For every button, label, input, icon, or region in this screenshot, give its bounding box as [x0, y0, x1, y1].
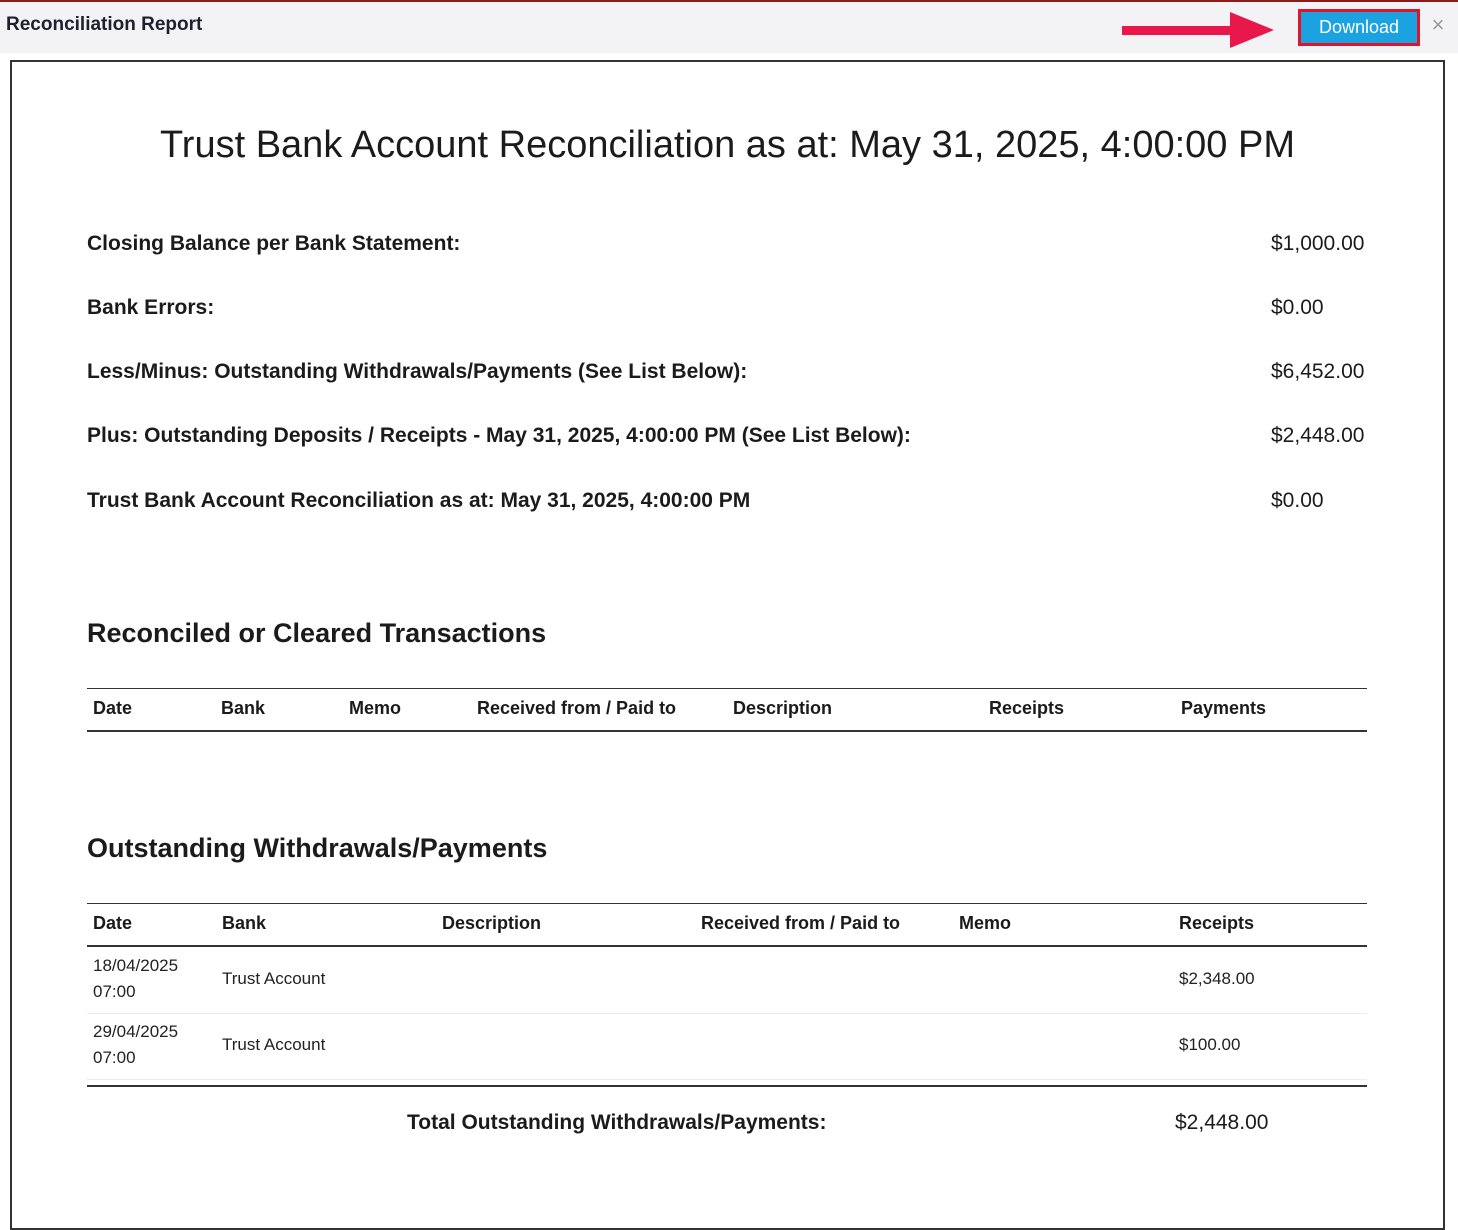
report-frame	[10, 60, 1445, 1230]
row-date: 18/04/2025	[93, 956, 179, 975]
row-time: 07:00	[93, 982, 136, 1001]
total-label: Total Outstanding Withdrawals/Payments:	[407, 1111, 827, 1134]
summary-label: Bank Errors:	[87, 296, 215, 319]
download-button[interactable]: Download	[1298, 9, 1420, 46]
row-receipts: $2,348.00	[1179, 969, 1255, 988]
column-header-received-paid: Received from / Paid to	[701, 913, 901, 933]
column-header-receipts: Receipts	[1179, 913, 1255, 933]
row-receipts: $100.00	[1179, 1035, 1241, 1054]
dialog-title: Reconciliation Report	[6, 14, 203, 35]
summary-row-outstanding-withdrawals	[87, 360, 1369, 390]
column-header-date: Date	[93, 698, 133, 718]
summary-value: $2,448.00	[1271, 424, 1365, 447]
column-header-received-paid: Received from / Paid to	[477, 698, 677, 718]
table-bottom-divider	[87, 1085, 1367, 1087]
outstanding-table-header	[87, 903, 1367, 947]
column-header-description: Description	[442, 913, 542, 933]
summary-label: Closing Balance per Bank Statement:	[87, 232, 461, 255]
report-title: Trust Bank Account Reconciliation as at: May 31, 2025, 4:00:00 PM	[160, 124, 1295, 166]
dialog-header	[0, 0, 1458, 53]
summary-label: Plus: Outstanding Deposits / Receipts - May 31, 2025, 4:00:00 PM (See List Below):	[87, 424, 911, 447]
summary-value: $0.00	[1271, 489, 1324, 512]
annotation-arrow-icon	[1118, 8, 1280, 52]
summary-row-closing-balance	[87, 232, 1369, 262]
reconciled-table-header	[87, 688, 1367, 732]
summary-label: Less/Minus: Outstanding Withdrawals/Payments (See List Below):	[87, 360, 748, 383]
summary-value: $0.00	[1271, 296, 1324, 319]
row-time: 07:00	[93, 1048, 136, 1067]
column-header-memo: Memo	[349, 698, 402, 718]
row-bank: Trust Account	[222, 969, 326, 988]
summary-row-bank-errors	[87, 296, 1369, 326]
column-header-bank: Bank	[221, 698, 266, 718]
summary-row-reconciliation-total	[87, 489, 1369, 519]
reconciled-heading: Reconciled or Cleared Transactions	[87, 618, 547, 648]
table-row	[87, 1014, 1367, 1080]
outstanding-heading: Outstanding Withdrawals/Payments	[87, 833, 548, 863]
row-bank: Trust Account	[222, 1035, 326, 1054]
summary-label: Trust Bank Account Reconciliation as at: May 31, 2025, 4:00:00 PM	[87, 489, 751, 512]
close-icon[interactable]: ×	[1431, 12, 1445, 37]
table-row	[87, 948, 1367, 1014]
row-date: 29/04/2025	[93, 1022, 179, 1041]
summary-row-outstanding-deposits	[87, 424, 1369, 454]
summary-value: $6,452.00	[1271, 360, 1365, 383]
column-header-receipts: Receipts	[989, 698, 1065, 718]
column-header-bank: Bank	[222, 913, 267, 933]
column-header-date: Date	[93, 913, 133, 933]
column-header-description: Description	[733, 698, 833, 718]
summary-value: $1,000.00	[1271, 232, 1365, 255]
total-value: $2,448.00	[1175, 1111, 1269, 1134]
column-header-memo: Memo	[959, 913, 1012, 933]
column-header-payments: Payments	[1181, 698, 1267, 718]
